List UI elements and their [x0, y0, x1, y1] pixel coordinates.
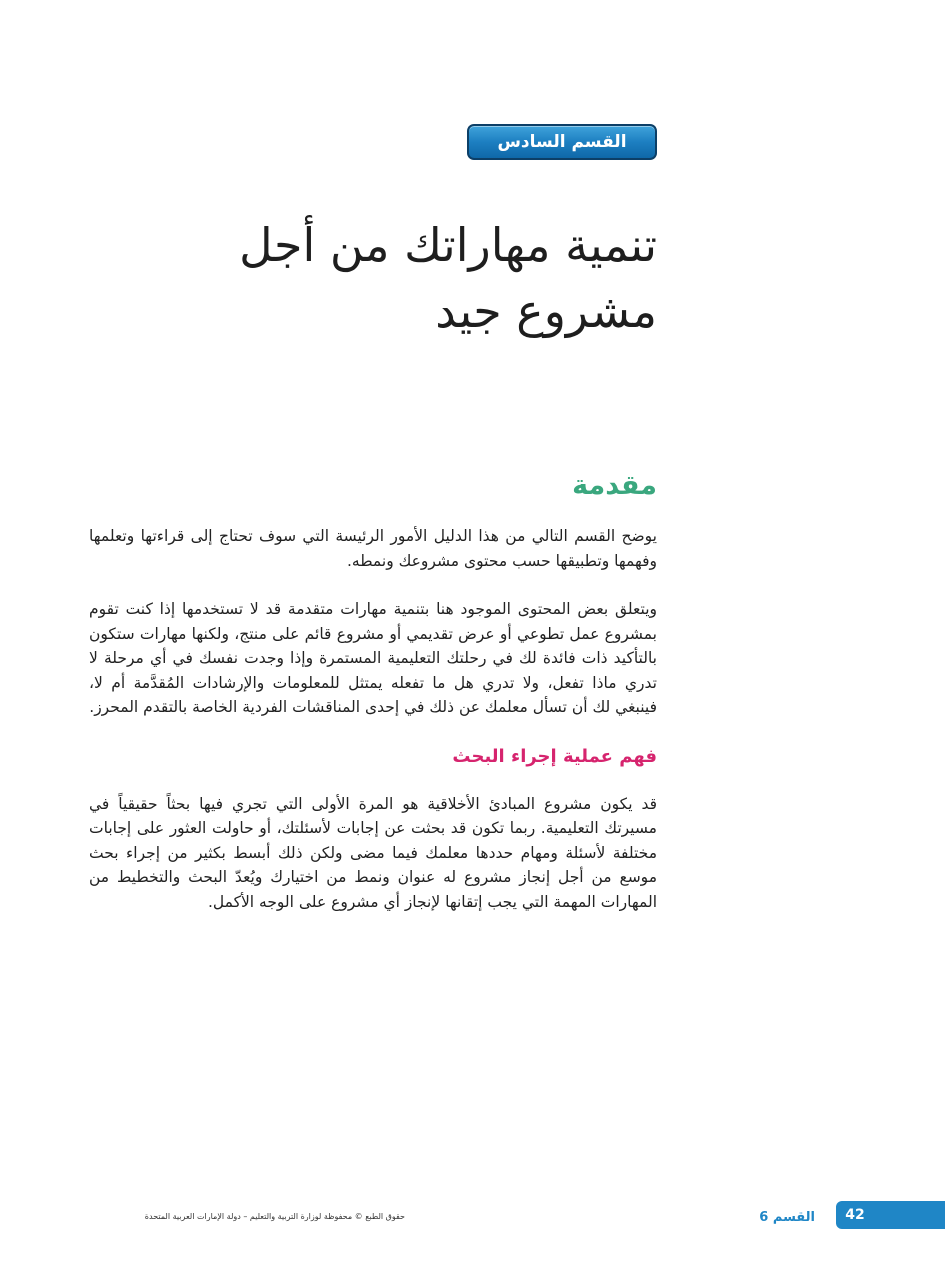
- intro-paragraph-1: يوضح القسم التالي من هذا الدليل الأمور الرئيسة التي سوف تحتاج إلى قراءتها وتعلمها وفهمها وتطبيقها حسب محتوى مشروعك ونمطه.: [89, 527, 657, 570]
- intro-heading: مقدمة: [572, 470, 657, 501]
- page-title: [97, 212, 657, 344]
- research-heading: فهم عملية إجراء البحث: [452, 745, 657, 767]
- main-content: [89, 466, 657, 938]
- intro-paragraph-2: ويتعلق بعض المحتوى الموجود هنا بتنمية مهارات متقدمة قد لا تستخدمها إذا كنت تقوم بمشروع عمل تطوعي أو عرض تقديمي أو مشروع قائم على منتج، ولكنها مهارات ستكون بالتأكيد ذات فائدة لك في رحلتك التعليمية المستمرة وإذا وجدت نفسك في أي مرحلة لا تدري ماذا تفعل، ولا تدري هل ما تفعله يمتثل للمعلومات والإرشادات المُقدَّمة أم لا، فينبغي لك أن تسأل معلمك عن ذلك في إحدى المناقشات الفردية الخاصة بالتقدم المحرز.: [89, 600, 657, 716]
- page-number: 42: [845, 1207, 865, 1223]
- page-title-line-1: تنمية مهاراتك من أجل: [239, 218, 657, 272]
- page-title-line-2: مشروع جيد: [435, 284, 657, 338]
- copyright-notice: حقوق الطبع © محفوظة لوزارة التربية والتعليم – دولة الإمارات العربية المتحدة: [144, 1212, 405, 1221]
- section-badge: القسم السادس: [467, 124, 657, 160]
- research-paragraph: قد يكون مشروع المبادئ الأخلاقية هو المرة الأولى التي تجري فيها بحثاً حقيقياً في مسيرتك التعليمية. ربما تكون قد بحثت عن إجابات لأسئلتك، أو حاولت العثور على إجابات مختلفة لأسئلة ومهام حددها معلمك فيما مضى ولكن ذلك أبسط بكثير من إجراء بحث موسع من أجل إنجاز مشروع له عنوان ونمط من اختيارك ويُعدّ البحث والتخطيط من المهارات المهمة التي يجب إتقانها لإنجاز أي مشروع على الوجه الأكمل.: [89, 794, 657, 911]
- footer-section-label: القسم 6: [759, 1210, 815, 1225]
